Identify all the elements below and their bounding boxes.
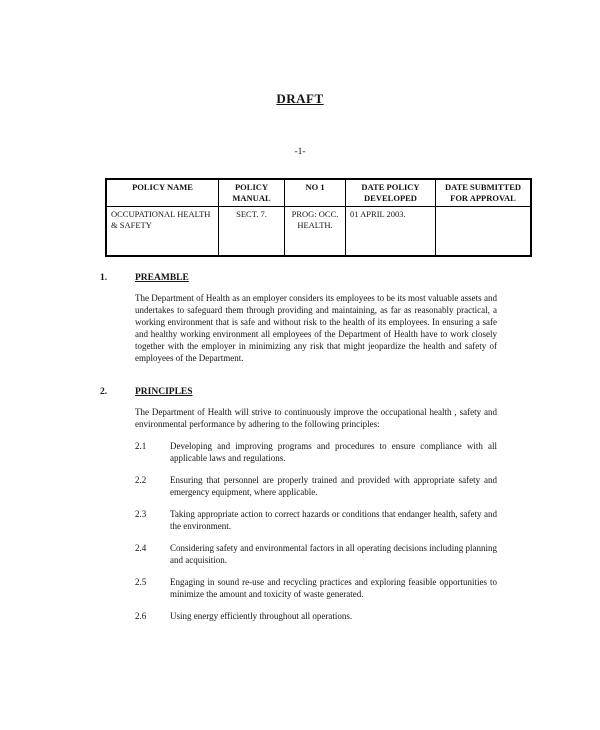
section-preamble-paragraph: The Department of Health as an employer considers its employees to be its most valuable assets and undertakes to safeguard them through providing and maintaining, as far as reasonably practical, a working environment that is safe and without risk to the health of its employees. In ensuring a safe and healthy working environment all employees of the Department of Health have to work closely together with the employer in minimizing any risk that might jeopardize the health and safety of employees of the Department. — [135, 293, 497, 363]
list-item-number: 2.6 — [135, 611, 147, 621]
principles-list — [100, 440, 497, 622]
policy-table-data-row — [106, 207, 531, 257]
list-item-number: 2.5 — [135, 577, 147, 587]
page-number: -1- — [294, 147, 306, 157]
cell-policy-manual: SECT. 7. — [219, 207, 285, 257]
section-preamble — [100, 273, 497, 364]
list-item — [100, 610, 497, 622]
header-date-submitted-approval: DATE SUBMITTED FOR APPROVAL — [436, 179, 532, 207]
policy-table-header-row — [106, 179, 531, 207]
section-principles-heading — [100, 387, 497, 397]
list-item-number: 2.4 — [135, 543, 147, 553]
header-date-policy-developed: DATE POLICY DEVELOPED — [346, 179, 436, 207]
policy-table — [105, 178, 532, 257]
section-principles — [100, 387, 497, 622]
list-item — [100, 508, 497, 532]
cell-date-policy-developed: 01 APRIL 2003. — [346, 207, 436, 257]
section-number: 1. — [100, 273, 108, 283]
list-item-text: Ensuring that personnel are properly trained and provided with appropriate safety and emergency equipment, where applicable. — [170, 475, 497, 497]
list-item-number: 2.1 — [135, 441, 147, 451]
list-item — [100, 474, 497, 498]
section-principles-intro: The Department of Health will strive to continuously improve the occupational health , safety and environmental performance by adhering to the following principles: — [135, 407, 497, 429]
section-number: 2. — [100, 387, 108, 397]
list-item-text: Considering safety and environmental factors in all operating decisions including planning and acquisition. — [170, 543, 497, 565]
draft-heading-text: DRAFT — [276, 91, 324, 106]
list-item — [100, 576, 497, 600]
cell-date-submitted-approval — [436, 207, 532, 257]
cell-no: PROG: OCC. HEALTH. — [285, 207, 346, 257]
section-preamble-heading — [100, 273, 497, 283]
header-policy-manual: POLICY MANUAL — [219, 179, 285, 207]
document-content — [0, 178, 600, 622]
list-item — [100, 440, 497, 464]
header-no: NO 1 — [285, 179, 346, 207]
section-title: PREAMBLE — [135, 273, 189, 283]
cell-policy-name: OCCUPATIONAL HEALTH & SAFETY — [106, 207, 219, 257]
section-title: PRINCIPLES — [135, 387, 193, 397]
list-item-text: Using energy efficiently throughout all operations. — [170, 611, 353, 621]
list-item-text: Developing and improving programs and procedures to ensure compliance with all applicable laws and regulations. — [170, 441, 497, 463]
list-item — [100, 542, 497, 566]
header-policy-name: POLICY NAME — [106, 179, 219, 207]
list-item-number: 2.2 — [135, 475, 147, 485]
list-item-number: 2.3 — [135, 509, 147, 519]
list-item-text: Taking appropriate action to correct hazards or conditions that endanger health, safety and the environment. — [170, 509, 497, 531]
draft-heading — [0, 0, 600, 107]
list-item-text: Engaging in sound re-use and recycling practices and exploring feasible opportunities to minimize the amount and toxicity of waste generated. — [170, 577, 497, 599]
